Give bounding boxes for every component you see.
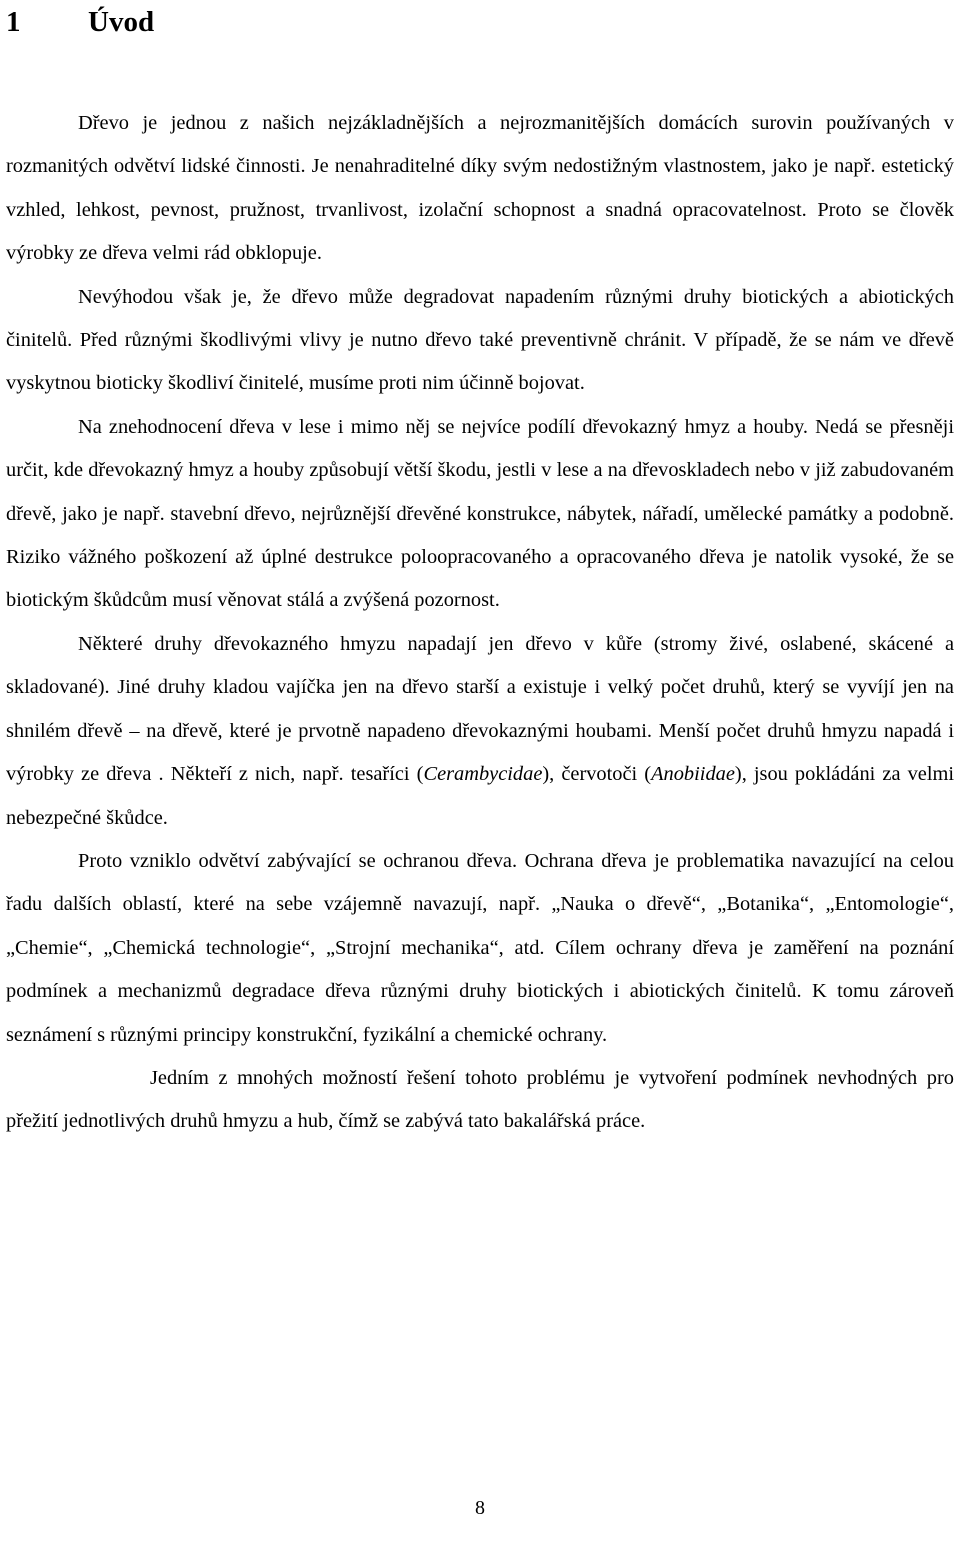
chapter-number: 1 xyxy=(6,6,21,38)
paragraph-insect-species xyxy=(6,623,954,840)
page-number: 8 xyxy=(475,1497,485,1519)
chapter-title: Úvod xyxy=(88,6,155,38)
body-text xyxy=(6,102,954,1144)
paragraph-wood-intro: Dřevo je jednou z našich nejzákladnějších a nejrozmanitějších domácích surovin používaných v rozmanitých odvětví lidské činnosti. Je nenahraditelné díky svým nedostižným vlastnostem, jako je např. estetický vzhled, lehkost, pevnost, pružnost, trvanlivost, izolační schopnost a snadná opracovatelnost. Proto se člověk výrobky ze dřeva velmi rád obklopuje. xyxy=(6,112,954,265)
paragraph-wood-protection: Proto vzniklo odvětví zabývající se ochranou dřeva. Ochrana dřeva je problematika navazující na celou řadu dalších oblastí, které na sebe vzájemně navazují, např. „Nauka o dřevě“, „Botanika“, „Entomologie“, „Chemie“, „Chemická technologie“, „Strojní mechanika“, atd. Cílem ochrany dřeva je zaměření na poznání podmínek a mechanizmů degradace dřeva různými druhy biotických i abiotických činitelů. K tomu zároveň seznámení s různými principy konstrukční, fyzikální a chemické ochrany. xyxy=(6,849,954,1046)
taxon-anobiidae: Anobiidae xyxy=(651,763,735,786)
paragraph-thesis-goal: Jedním z mnohých možností řešení tohoto problému je vytvoření podmínek nevhodných pro přežití jednotlivých druhů hmyzu a hub, čímž se zabývá tato bakalářská práce. xyxy=(6,1066,954,1133)
paragraph-insects-fungi: Na znehodnocení dřeva v lese i mimo něj se nejvíce podílí dřevokazný hmyz a houby. Nedá se přesněji určit, kde dřevokazný hmyz a houby způsobují větší škodu, jestli v lese a na dřevoskladech nebo v již zabudovaném dřevě, jako je např. stavební dřevo, nejrůznější dřevěné konstrukce, nábytek, nářadí, umělecké památky a podobně. Riziko vážného poškození až úplné destrukce poloopracovaného a opracovaného dřeva je natolik vysoké, že se biotickým škůdcům musí věnovat stálá a zvýšená pozornost. xyxy=(6,415,954,612)
paragraph-text-part: ), jsou pokládáni za velmi nebezpečné škůdce. xyxy=(6,763,955,829)
paragraph-text-part: Některé druhy dřevokazného hmyzu napadají jen dřevo v kůře (stromy živé, oslabené, skácené a skladované). Jiné druhy kladou vajíčka jen na dřevo starší a existuje i velký počet druhů, který se vyvíjí jen na shnilém dřevě – na dřevě, které je prvotně napadeno dřevokaznými houbami. Menší počet druhů hmyzu napadá i výrobky ze dřeva . Někteří z nich, např. tesaříci ( xyxy=(6,632,954,786)
paragraph-text-part: ), červotoči ( xyxy=(542,763,652,786)
taxon-cerambycidae: Cerambycidae xyxy=(423,763,543,786)
chapter-heading xyxy=(6,2,154,42)
paragraph-degradation: Nevýhodou však je, že dřevo může degradovat napadením různými druhy biotických a abiotických činitelů. Před různými škodlivými vlivy je nutno dřevo také preventivně chránit. V případě, že se nám ve dřevě vyskytnou bioticky škodliví činitelé, musíme proti nim účinně bojovat. xyxy=(6,285,954,395)
